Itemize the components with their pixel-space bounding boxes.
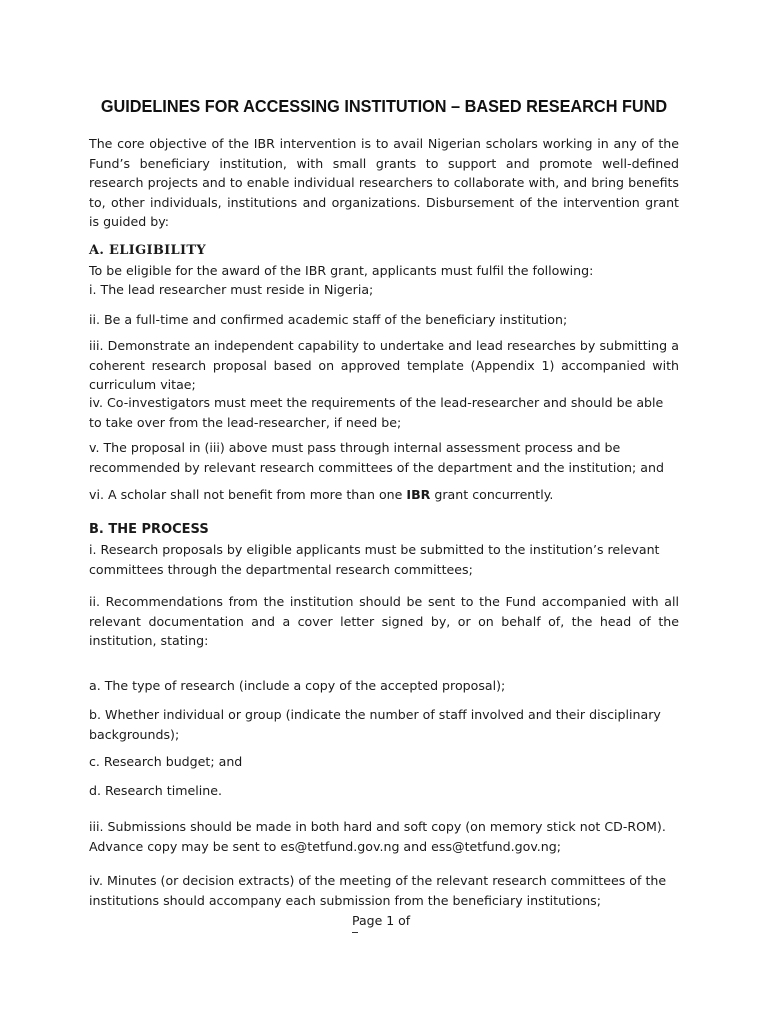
item-vi-text-end: grant concurrently.: [430, 487, 554, 502]
eligibility-item-v: v. The proposal in (iii) above must pass through internal assessment process and be recommended by relevant research committees of the department and the institution; and: [89, 440, 664, 475]
eligibility-item-iv: iv. Co-investigators must meet the requirements of the lead-researcher and should be able to take over from the lead-researcher, if need be;: [89, 395, 664, 430]
eligibility-lead: To be eligible for the award of the IBR grant, applicants must fulfil the following:: [89, 263, 594, 278]
process-item-iv: iv. Minutes (or decision extracts) of the meeting of the relevant research committees of the institutions should accompany each submission from the beneficiary institutions;: [89, 873, 667, 908]
process-item-i: i. Research proposals by eligible applicants must be submitted to the institution’s relevant committees through the departmental research committees;: [89, 542, 660, 577]
intro-paragraph: The core objective of the IBR intervention is to avail Nigerian scholars working in any of the Fund’s beneficiary institution, with small grants to support and promote well-defined research projects and to enable individual researchers to collaborate with, and bring benefits to, other individuals, institutions and organizations. Disbursement of the intervention grant is guided by:: [89, 136, 679, 229]
process-item-ii: ii. Recommendations from the institution should be sent to the Fund accompanied with all relevant documentation and a cover letter signed by, or on behalf of, the head of the institution, stating:: [89, 594, 679, 648]
document-title: GUIDELINES FOR ACCESSING INSTITUTION – BASED RESEARCH FUND: [100, 96, 668, 116]
process-item-b: b. Whether individual or group (indicate the number of staff involved and their disciplinary backgrounds);: [89, 707, 661, 742]
process-item-c: c. Research budget; and: [89, 754, 243, 769]
eligibility-heading: A. ELIGIBILITY: [89, 243, 206, 258]
item-vi-ibr-bold: IBR: [406, 487, 431, 502]
process-item-iii: iii. Submissions should be made in both hard and soft copy (on memory stick not CD-ROM). Advance copy may be sent to es@tetfund.gov.ng and ess@tetfund.gov.ng;: [89, 819, 666, 854]
item-vi-text-start: vi. A scholar shall not benefit from more than one: [89, 487, 407, 502]
eligibility-item-i: i. The lead researcher must reside in Nigeria;: [89, 282, 374, 297]
process-heading: B. THE PROCESS: [89, 522, 209, 537]
eligibility-item-ii: ii. Be a full-time and confirmed academic staff of the beneficiary institution;: [89, 312, 568, 327]
process-item-a: a. The type of research (include a copy of the accepted proposal);: [89, 678, 506, 693]
footer-underline: [352, 932, 358, 933]
eligibility-item-iii: iii. Demonstrate an independent capability to undertake and lead researches by submitting a coherent research proposal based on approved template (Appendix 1) accompanied with curriculum vitae;: [89, 338, 679, 392]
eligibility-item-vi: [89, 485, 679, 505]
process-item-d: d. Research timeline.: [89, 783, 222, 798]
page-footer: Page 1 of: [352, 913, 411, 928]
